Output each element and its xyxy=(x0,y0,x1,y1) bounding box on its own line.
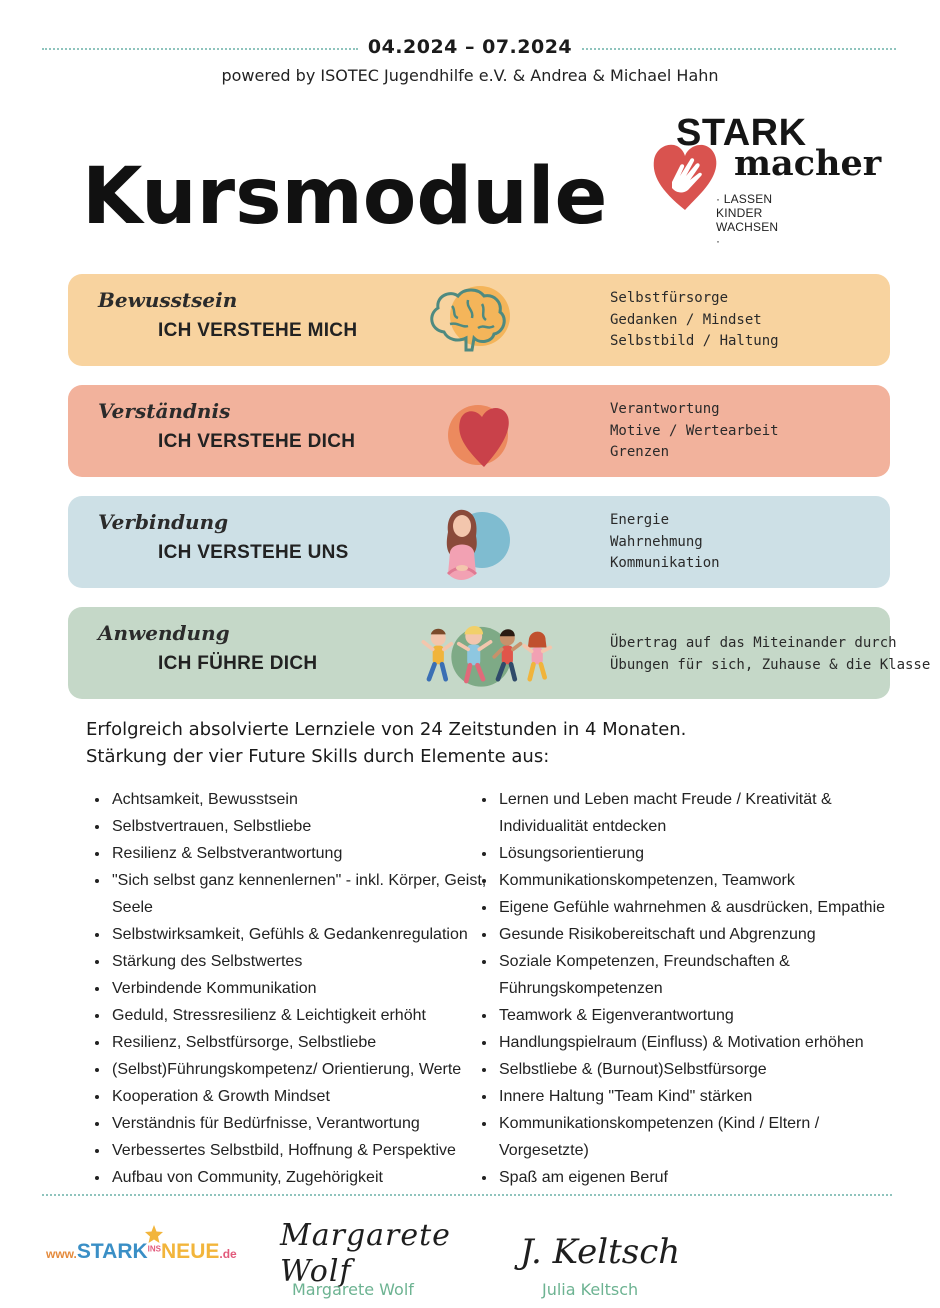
module-point: Grenzen xyxy=(610,444,670,460)
intro-text xyxy=(86,716,686,770)
module-point: Kommunikation xyxy=(610,555,720,571)
list-item: • Teamwork & Eigenverantwortung xyxy=(497,1002,907,1029)
logo-tagline: · LASSEN KINDER WACHSEN · xyxy=(716,192,779,248)
module-name: Verständnis xyxy=(98,399,231,423)
stark-ins-neue-logo xyxy=(46,1240,237,1264)
list-item: • Handlungspielraum (Einfluss) & Motivation erhöhen xyxy=(497,1029,907,1056)
module-point: Energie xyxy=(610,512,670,528)
module-point: Übungen für sich, Zuhause & die Klasse xyxy=(610,656,931,673)
logo-www: www. xyxy=(46,1247,77,1261)
signer-name-margarete: Margarete Wolf xyxy=(292,1280,414,1299)
brain-icon xyxy=(422,280,522,362)
module-anwendung xyxy=(68,607,931,699)
list-item: • Verbindende Kommunikation xyxy=(110,975,490,1002)
star-icon xyxy=(144,1224,164,1244)
module-point: Verantwortung xyxy=(610,401,720,417)
module-point: Motive / Wertearbeit xyxy=(610,422,779,439)
logo-de: .de xyxy=(219,1247,237,1261)
module-name: Anwendung xyxy=(98,621,230,645)
list-item: • Eigene Gefühle wahrnehmen & ausdrücken, Empathie xyxy=(497,894,907,921)
list-item: • Spaß am eigenen Beruf xyxy=(497,1164,907,1191)
list-item: • Stärkung des Selbstwertes xyxy=(110,948,490,975)
date-range: 04.2024 – 07.2024 xyxy=(367,36,573,58)
module-subtitle: ICH VERSTEHE DICH xyxy=(158,431,356,452)
list-item: • Geduld, Stressresilienz & Leichtigkeit erhöht xyxy=(110,1002,490,1029)
module-points xyxy=(610,399,779,464)
page-title: Kursmodule xyxy=(82,152,608,242)
module-name: Verbindung xyxy=(98,510,229,534)
signer-name-julia: Julia Keltsch xyxy=(542,1280,639,1299)
list-item: • Lösungsorientierung xyxy=(497,840,907,867)
module-point: Selbstfürsorge xyxy=(610,290,729,306)
module-subtitle: ICH VERSTEHE MICH xyxy=(158,320,358,341)
module-subtitle: ICH FÜHRE DICH xyxy=(158,653,318,674)
module-points xyxy=(610,633,930,676)
children-playing-icon xyxy=(414,613,554,695)
module-point: Selbstbild / Haltung xyxy=(610,333,779,349)
heart-icon xyxy=(422,391,522,473)
module-bewusstsein xyxy=(68,274,890,366)
module-name: Bewusstsein xyxy=(98,288,238,312)
list-item: • Selbstvertrauen, Selbstliebe xyxy=(110,813,490,840)
list-item: • Aufbau von Community, Zugehörigkeit xyxy=(110,1164,490,1191)
logo-stark-text: STARK xyxy=(676,112,807,154)
intro-line-1: Erfolgreich absolvierte Lernziele von 24 Zeitstunden in 4 Monaten. xyxy=(86,719,687,740)
module-verstaendnis xyxy=(68,385,890,477)
logo-macher-text: macher xyxy=(734,143,882,184)
list-item: • Resilienz, Selbstfürsorge, Selbstliebe xyxy=(110,1029,490,1056)
powered-by: powered by ISOTEC Jugendhilfe e.V. & Andrea & Michael Hahn xyxy=(221,66,719,85)
logo-neue: NEUE xyxy=(161,1240,220,1263)
module-point: Wahrnehmung xyxy=(610,533,703,550)
signature-julia-keltsch: J. Keltsch xyxy=(520,1232,681,1272)
list-item: • Kommunikationskompetenzen (Kind / Eltern / Vorgesetzte) xyxy=(497,1110,907,1164)
list-item: • Selbstliebe & (Burnout)Selbstfürsorge xyxy=(497,1056,907,1083)
logo-stark: STARK xyxy=(76,1240,148,1263)
woman-meditating-icon xyxy=(422,502,522,584)
list-item: • Innere Haltung "Team Kind" stärken xyxy=(497,1083,907,1110)
list-item: • (Selbst)Führungskompetenz/ Orientierung, Werte xyxy=(110,1056,490,1083)
module-subtitle: ICH VERSTEHE UNS xyxy=(158,542,349,563)
list-item: • Achtsamkeit, Bewusstsein xyxy=(110,786,490,813)
logo-ins: INS xyxy=(147,1244,162,1254)
list-item: • Resilienz & Selbstverantwortung xyxy=(110,840,490,867)
bottom-divider xyxy=(42,1194,892,1196)
list-item: • Selbstwirksamkeit, Gefühls & Gedankenregulation xyxy=(110,921,490,948)
module-points xyxy=(610,510,720,575)
list-item: • Verständnis für Bedürfnisse, Verantwortung xyxy=(110,1110,490,1137)
list-item: • Gesunde Risikobereitschaft und Abgrenzung xyxy=(497,921,907,948)
skills-list-left xyxy=(86,786,490,1191)
list-item: • Soziale Kompetenzen, Freundschaften & Führungskompetenzen xyxy=(497,948,907,1002)
skills-list-right xyxy=(473,786,907,1191)
list-item: • Kommunikationskompetenzen, Teamwork xyxy=(497,867,907,894)
intro-line-2: Stärkung der vier Future Skills durch Elemente aus: xyxy=(86,746,550,767)
signature-margarete-wolf: Margarete Wolf xyxy=(280,1218,451,1289)
list-item: • Lernen und Leben macht Freude / Kreativität & Individualität entdecken xyxy=(497,786,907,840)
module-points xyxy=(610,288,779,353)
list-item: • Kooperation & Growth Mindset xyxy=(110,1083,490,1110)
module-point: Übertrag auf das Miteinander durch xyxy=(610,635,897,651)
list-item: • Verbessertes Selbstbild, Hoffnung & Perspektive xyxy=(110,1137,490,1164)
module-verbindung xyxy=(68,496,890,588)
module-point: Gedanken / Mindset xyxy=(610,311,762,328)
list-item: • "Sich selbst ganz kennenlernen" - inkl. Körper, Geist, Seele xyxy=(110,867,490,921)
